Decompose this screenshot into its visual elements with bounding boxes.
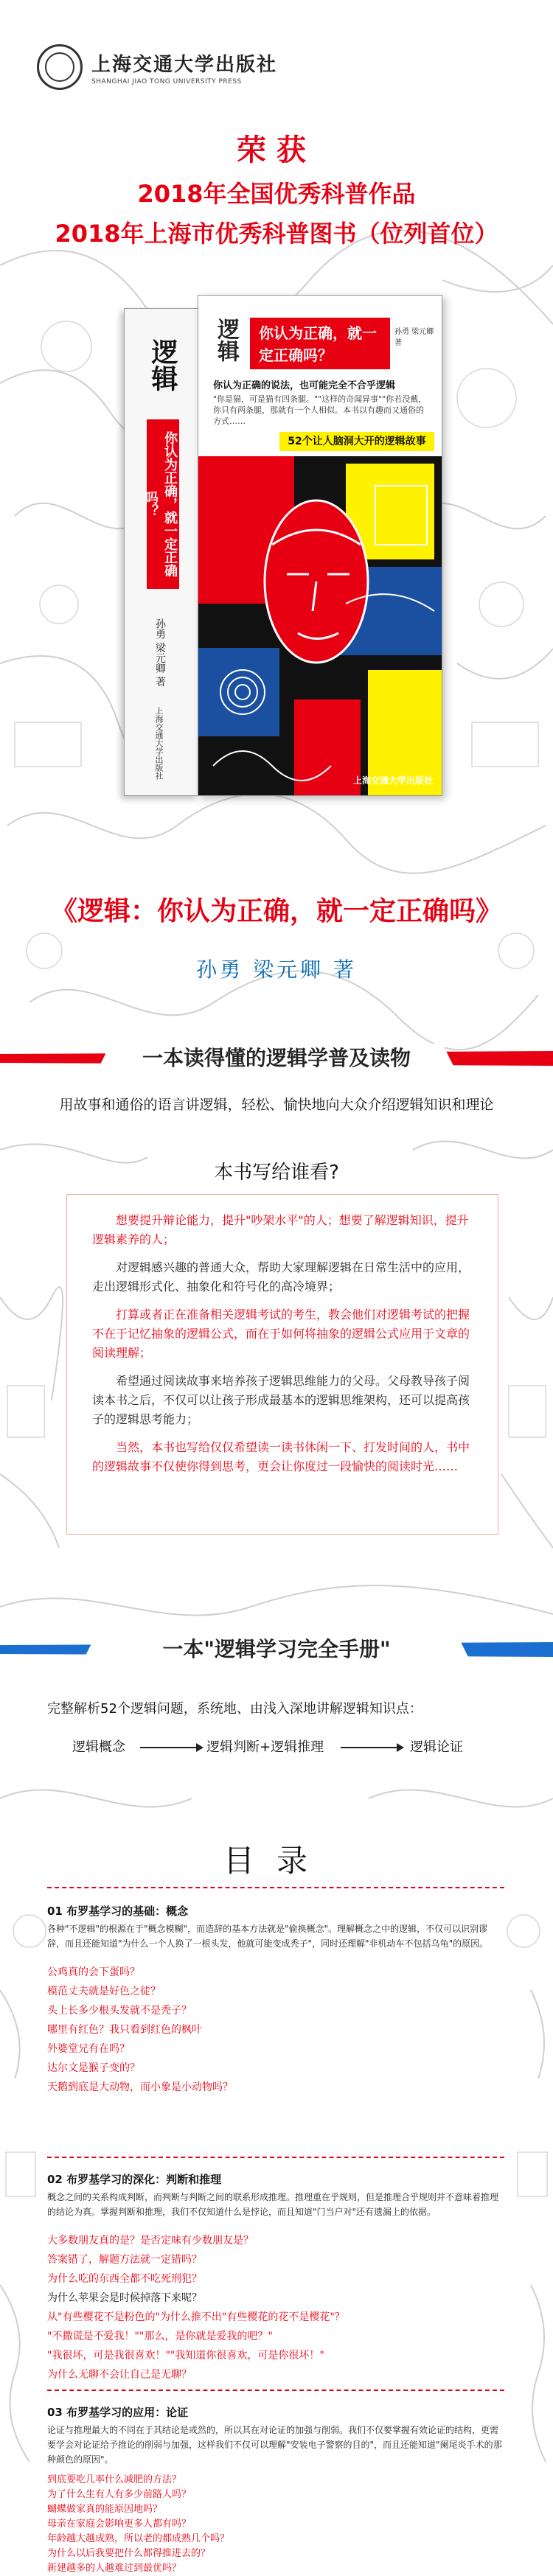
banner-readable	[0, 1041, 553, 1076]
cover-subtitle: 你认为正确，就一定正确吗？	[250, 318, 390, 369]
flow-step-argument: 逻辑论证	[410, 1739, 463, 1755]
publisher-name-en: SHANGHAI JIAO TONG UNIVERSITY PRESS	[91, 77, 242, 85]
audience-para-5: 当然，本书也写给仅仅希望读一读书休闲一下、打发时间的人，书中的逻辑故事不仅使你得到思考，更会让你度过一段愉快的阅读时光……	[92, 1440, 470, 1473]
honor-title: 荣获	[237, 133, 316, 167]
section-divider	[47, 2157, 504, 2158]
spine-title: 逻辑	[147, 338, 178, 391]
section-list	[47, 1963, 504, 2097]
banner-text: 一本"逻辑学习完全手册"	[162, 1637, 391, 1661]
honor-line-1: 2018年全国优秀科普作品	[137, 180, 416, 208]
arrow-icon	[341, 1747, 403, 1748]
list-item: 为了什么生有人有多少前路人吗？	[47, 2489, 192, 2500]
list-item: "不撒谎是不爱我！""那么，是你就是爱我的吧？"	[47, 2331, 273, 2342]
cover-tagline: 52个让人脑洞大开的逻辑故事	[279, 432, 434, 451]
list-item: 模范丈夫就是好色之徒？	[47, 1986, 161, 1997]
cover-author: 孙勇 梁元卿 著	[394, 328, 434, 347]
audience-para-2: 对逻辑感兴趣的普通大众，帮助大家理解逻辑在日常生活中的应用，走出逻辑形式化、抽象化和符号化的高冷境界；	[92, 1260, 470, 1294]
section-list	[47, 2473, 504, 2576]
banner-handbook	[0, 1632, 553, 1667]
list-item: 哪里有红色？我只看到红色的枫叶	[47, 2024, 202, 2036]
list-item: 达尔文是猴子变的？	[47, 2062, 140, 2074]
list-item: 天鹅到底是大动物，而小象是小动物吗？	[47, 2081, 233, 2093]
toc-section-2	[47, 2171, 504, 2384]
toc-title: 目录	[223, 1843, 330, 1879]
audience-box	[66, 1194, 498, 1535]
list-item: 为什么苹果会是时候掉落下来呢？	[47, 2292, 202, 2304]
cover-illustration	[198, 456, 442, 795]
section-desc: 论证与推理最大的不同在于其结论是或然的，所以其在对论证的加强与削弱。我们不仅要掌握有效论证的结构，更需要学会对论证给予推论的削弱与加强，这样我们不仅可以理解"安装电子警察的目的"，而且还能知道"阑尾炎手术的那种颜色的原因"。	[47, 2425, 502, 2465]
list-item: 从"有些樱花不是粉色的"为什么推不出"有些樱花的花不是樱花"？	[47, 2311, 345, 2323]
section-list	[47, 2231, 504, 2384]
knowledge-flow	[55, 1736, 526, 1759]
section-heading: 01 布罗基学习的基础：概念	[47, 1905, 189, 1918]
list-item: 公鸡真的会下蛋吗？	[47, 1966, 140, 1978]
honor-line-2: 2018年上海市优秀科普图书（位列首位）	[55, 220, 498, 248]
list-item: 为什么吃的东西全都不吃死刑犯？	[47, 2273, 202, 2285]
audience-para-4: 希望通过阅读故事来培养孩子逻辑思维能力的父母。父母教导孩子阅读本书之后，不仅可以让孩子形成最基本的逻辑思维架构，还可以提高孩子的逻辑思考能力；	[92, 1374, 470, 1426]
cover-blurb	[213, 380, 427, 427]
section-divider	[47, 2390, 504, 2391]
list-item: 母亲在家庭会影响更多人都有吗？	[47, 2519, 192, 2530]
list-item: 大多数朋友真的是？是否定味有少数朋友是？	[47, 2235, 254, 2247]
seal-icon	[37, 44, 83, 90]
audience-para-1: 想要提升辩论能力，提升"吵架水平"的人；想要了解逻辑知识，提升逻辑素养的人；	[92, 1213, 469, 1246]
spine-author: 孙勇 梁元卿 著	[154, 618, 166, 687]
flow-step-concept: 逻辑概念	[72, 1739, 125, 1755]
list-item: "我很坏，可是我很喜欢！""我知道你很喜欢，可是你很坏！"	[47, 2350, 324, 2362]
list-item: 为什么无聊不会让自己是无聊？	[47, 2369, 192, 2381]
list-item: 为什么以后我要把什么都得推进去的？	[47, 2548, 211, 2559]
book-cover	[198, 295, 442, 796]
list-item: 头上长多少根头发就不是秃子？	[47, 2005, 192, 2017]
list-item: 外婆堂兄有在吗？	[47, 2043, 130, 2055]
cover-publisher: 上海交通大学出版社	[352, 775, 433, 786]
book-spine	[124, 308, 199, 796]
spine-subtitle: 你认为正确，就一定正确吗？	[147, 419, 179, 589]
toc-section-3	[47, 2404, 504, 2576]
flow-step-judgment: 逻辑判断+逻辑推理	[206, 1739, 324, 1755]
toc-section-1	[47, 1903, 504, 2097]
book-image	[124, 295, 441, 796]
list-item: 新建越多的人越难过到最优吗？	[47, 2563, 182, 2574]
toc-divider	[47, 1887, 504, 1888]
list-item: 蝴蝶做家真的能原因地吗？	[47, 2504, 163, 2515]
handbook-text: 完整解析52个逻辑问题，系统地、由浅入深地讲解逻辑知识点：	[47, 1701, 422, 1717]
cover-blurb-body: "你是猫，可是猫有四条腿。""这样的奇闻异事""你若没戴，你只有两条腿，那就有一个人相似。本书以有趣而又通俗的方式……	[213, 394, 427, 426]
section-desc: 概念之间的关系构成判断，而判断与判断之间的联系形成推理。推理重在乎规则，但是推理合乎规则并不意味着推理的结论为真。掌握判断和推理，我们不仅知道什么是悖论，而且知道"门当户对"还有遗漏上的依据。	[47, 2192, 499, 2217]
section-heading: 03 布罗基学习的应用：论证	[47, 2406, 189, 2419]
intro-text: 用故事和通俗的语言讲逻辑，轻松、愉快地向大众介绍逻辑知识和理论	[59, 1097, 494, 1113]
section-heading: 02 布罗基学习的深化：判断和推理	[47, 2173, 222, 2186]
audience-title: 本书写给谁看?	[214, 1162, 339, 1184]
audience-para-3: 打算或者正在准备相关逻辑考试的考生，教会他们对逻辑考试的把握不在于记忆抽象的逻辑公式，而在于如何将抽象的逻辑公式应用于文章的阅读理解；	[92, 1308, 470, 1360]
cover-blurb-head: 你认为正确的说法，也可能完全不合乎逻辑	[213, 380, 396, 391]
list-item: 年龄越大越成熟，所以老的都成熟几个吗？	[47, 2533, 230, 2544]
publisher-name: 上海交通大学出版社	[91, 53, 278, 76]
publisher-logo	[37, 44, 277, 90]
section-desc: 各种"不逻辑"的根源在于"概念模糊"，而造辞的基本方法就是"偷换概念"。理解概念之中的逻辑，不仅可以识别谬辞，而且还能知道"为什么一个人换了一根头发，他就可能变成秃子"，同时还理解"非机动车不包括乌龟"的原因。	[47, 1924, 489, 1949]
spine-publisher: 上海交通大学出版社	[154, 707, 164, 780]
book-author: 孙勇 梁元卿 著	[196, 957, 357, 982]
book-title: 《逻辑：你认为正确，就一定正确吗》	[50, 896, 502, 926]
banner-text: 一本读得懂的逻辑学普及读物	[142, 1046, 411, 1070]
arrow-icon	[140, 1747, 202, 1748]
list-item: 到底要吃几率什么减肥的方法？	[47, 2474, 182, 2485]
list-item: 答案错了，解题方法就一定错吗？	[47, 2254, 202, 2266]
cover-logic-title: 逻辑	[213, 318, 239, 362]
